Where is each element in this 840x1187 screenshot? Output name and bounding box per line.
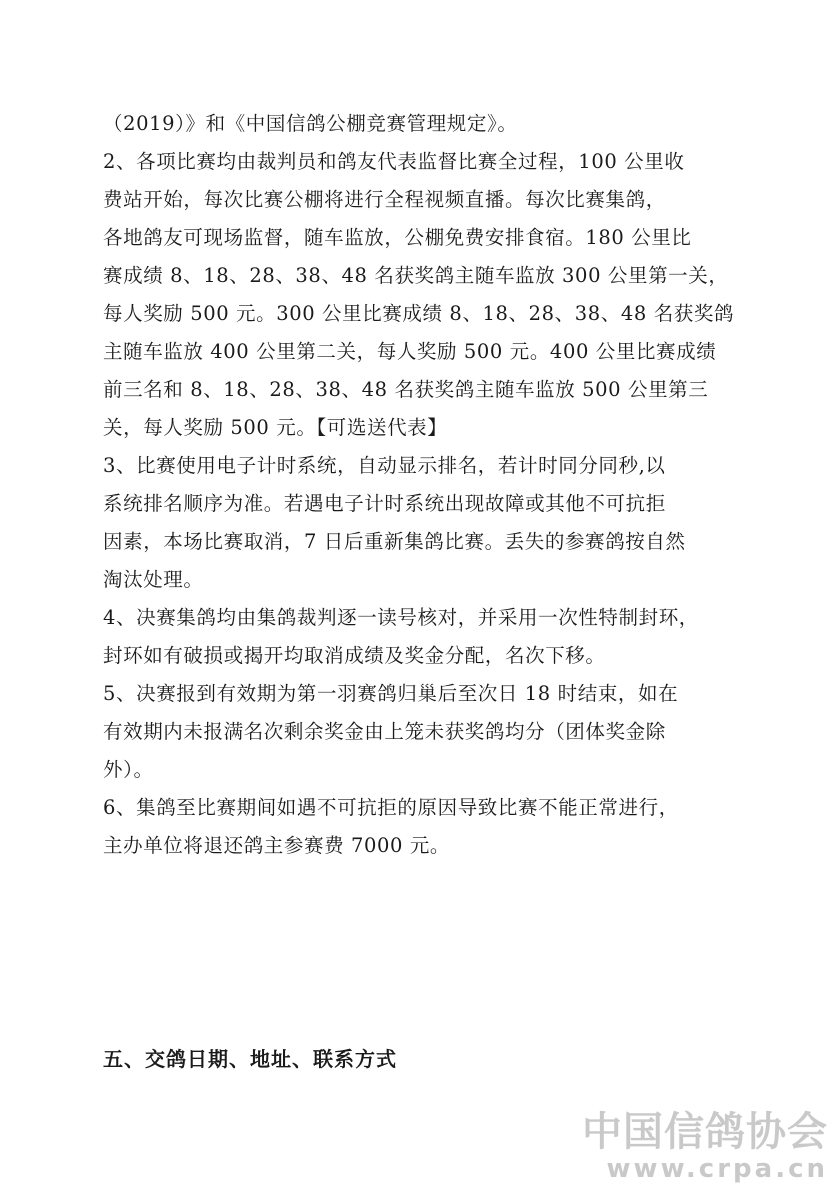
text-line: 赛成绩 8、18、28、38、48 名获奖鸽主随车监放 300 公里第一关，: [103, 264, 729, 287]
text-line: 主随车监放 400 公里第二关，每人奖励 500 元。400 公里比赛成绩: [103, 340, 717, 363]
watermark: [582, 1110, 828, 1184]
text-line: 每人奖励 500 元。300 公里比赛成绩 8、18、28、38、48 名获奖鸽: [103, 302, 735, 325]
text-line: 主办单位将退还鸽主参赛费 7000 元。: [103, 834, 451, 857]
text-line: 3、比赛使用电子计时系统，自动显示排名，若计时同分同秒,以: [103, 454, 666, 477]
text-line: 6、集鸽至比赛期间如遇不可抗拒的原因导致比赛不能正常进行，: [103, 796, 679, 819]
text-line: 系统排名顺序为准。若遇电子计时系统出现故障或其他不可抗拒: [103, 492, 666, 515]
text-line: 封环如有破损或揭开均取消成绩及奖金分配，名次下移。: [103, 644, 606, 667]
text-line: 外）。: [103, 758, 154, 781]
text-line: （2019）》和《中国信鸽公棚竞赛管理规定》。: [103, 112, 518, 135]
text-line: 5、决赛报到有效期为第一羽赛鸽归巢后至次日 18 时结束，如在: [103, 682, 679, 705]
text-line: 淘汰处理。: [103, 568, 204, 591]
text-line: 4、决赛集鸽均由集鸽裁判逐一读号核对，并采用一次性特制封环，: [103, 606, 699, 629]
text-line: 2、各项比赛均由裁判员和鸽友代表监督比赛全过程，100 公里收: [103, 150, 685, 173]
text-line: 费站开始，每次比赛公棚将进行全程视频直播。每次比赛集鸽，: [103, 188, 666, 211]
document-body: [103, 105, 743, 865]
section-heading: 五、交鸽日期、地址、联系方式: [103, 1047, 397, 1071]
text-line: 前三名和 8、18、28、38、48 名获奖鸽主随车监放 500 公里第三: [103, 378, 709, 401]
watermark-url: www.crpa.cn: [606, 1154, 828, 1184]
text-line: 有效期内未报满名次剩余奖金由上笼未获奖鸽均分（团体奖金除: [103, 720, 666, 743]
text-line: 各地鸽友可现场监督，随车监放，公棚免费安排食宿。180 公里比: [103, 226, 692, 249]
watermark-name: 中国信鸽协会: [582, 1109, 828, 1155]
text-line: 因素，本场比赛取消，7 日后重新集鸽比赛。丢失的参赛鸽按自然: [103, 530, 686, 553]
text-line: 关，每人奖励 500 元。【可选送代表】: [103, 416, 448, 439]
